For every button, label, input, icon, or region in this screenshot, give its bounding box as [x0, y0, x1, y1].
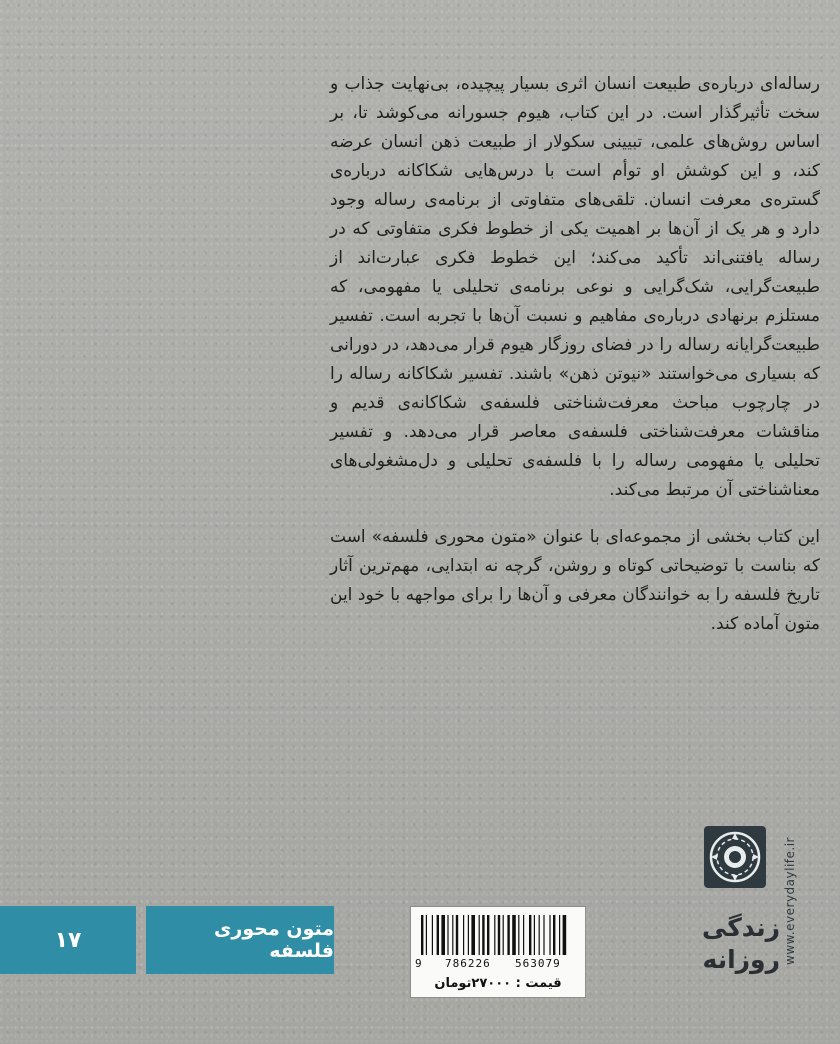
series-title: متون محوری فلسفه [214, 918, 334, 962]
series-number-band [0, 906, 136, 974]
series-number: ۱۷ [54, 927, 82, 953]
barcode-icon [417, 915, 579, 959]
publisher-name-line-2: روزانه [702, 945, 780, 974]
publisher-emblem-icon [704, 826, 766, 888]
publisher-name-line-1: زندگی [701, 913, 780, 942]
publisher-emblem-graphic [707, 829, 763, 885]
barcode-digits-group-2: 563079 [515, 957, 561, 970]
publisher-name [690, 912, 780, 976]
publisher-website: www.everydaylife.ir [783, 837, 797, 965]
barcode-label [410, 906, 586, 998]
price-label: قیمت : ۲۷۰۰۰تومان [434, 976, 562, 991]
series-title-band [146, 906, 334, 974]
barcode-digits-group-1: 786226 [445, 957, 491, 970]
back-cover-blurb [330, 70, 820, 639]
barcode-lead-digit: 9 [415, 957, 422, 970]
blurb-paragraph-2: این کتاب بخشی از مجموعه‌ای با عنوان «متون محوری فلسفه» است که بناست با توضیحاتی کوتاه و روشن، گرچه نه ابتدایی، مهم‌ترین آثار تاریخ فلسفه را به خوانندگان معرفی و آن‌ها را برای مواجهه با خود این متون آماده کند. [330, 527, 820, 634]
blurb-paragraph-1: رساله‌ای درباره‌ی طبیعت انسان اثری بسیار پیچیده، بی‌نهایت جذاب و سخت تأثیرگذار است. در این کتاب، هیوم جسورانه می‌کوشد تا، بر اساس روش‌های علمی، تبیینی سکولار از طبیعت ذهن انسان عرضه کند، و این کوشش او توأم است با درس‌هایی شکاکانه درباره‌ی گستره‌ی معرفت انسان. تلقی‌های متفاوتی از برنامه‌ی رساله وجود دارد و هر یک از آن‌ها بر اهمیت یکی از خطوط فکری متفاوتی که در رساله یافتنی‌اند تأکید می‌کند؛ این خطوط فکری عبارت‌اند از طبیعت‌گرایی، شک‌گرایی و نوعی برنامه‌ی تحلیلی یا مفهومی، که مستلزم برنهادی درباره‌ی مفاهیم و نسبت آن‌ها با تجربه است. تفسیر طبیعت‌گرایانه رساله را در فضای روزگار هیوم قرار می‌دهد، در دورانی که بسیاری می‌خواستند «نیوتن ذهن» باشند. تفسیر شکاکانه رساله را در چارچوب مباحث معرفت‌شناختی فلسفه‌ی شکاکانه‌ی قدیم و مناقشات معرفت‌شناختی فلسفه‌ی معاصر قرار می‌دهد. و تفسیر تحلیلی یا مفهومی رساله را با فلسفه‌ی تحلیلی و دل‌مشغولی‌های معناشناختی آن مرتبط می‌کند. [330, 74, 820, 500]
